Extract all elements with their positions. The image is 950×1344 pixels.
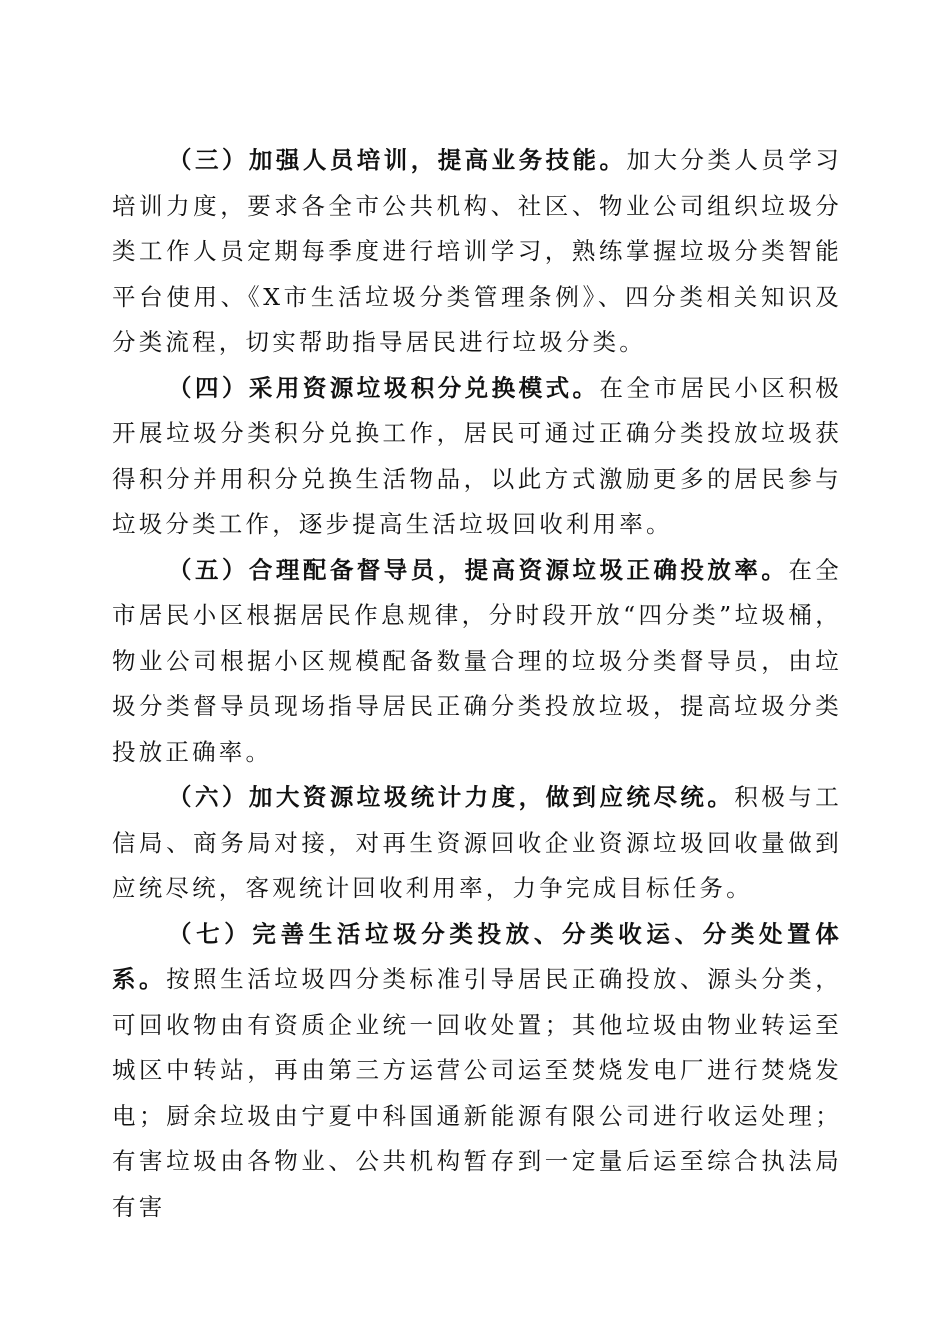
paragraph-text: 按照生活垃圾四分类标准引导居民正确投放、源头分类，可回收物由有资质企业统一回收处置；其他垃圾由物业转运至城区中转站，再由第三方运营公司运至焚烧发电厂进行焚烧发电；厨余垃圾由宁夏中科国通新能源有限公司进行收运处理；有害垃圾由各物业、公共机构暂存到一定量后运至综合执法局有害 xyxy=(112,965,843,1221)
paragraph-heading: （六）加大资源垃圾统计力度，做到应统尽统。 xyxy=(168,783,735,811)
paragraph-6 xyxy=(112,775,842,912)
paragraph-text: 在全市居民小区根据居民作息规律，分时段开放“四分类”垃圾桶，物业公司根据小区规模配备数量合理的垃圾分类督导员，由垃圾分类督导员现场指导居民正确分类投放垃圾，提高垃圾分类投放正确率。 xyxy=(112,555,842,766)
paragraph-3 xyxy=(112,138,842,366)
paragraph-heading: （三）加强人员培训，提高业务技能。 xyxy=(168,146,627,174)
paragraph-heading: （五）合理配备督导员，提高资源垃圾正确投放率。 xyxy=(168,555,789,584)
paragraph-4 xyxy=(112,366,842,548)
paragraph-text: 在全市居民小区积极开展垃圾分类积分兑换工作，居民可通过正确分类投放垃圾获得积分并用积分兑换生活物品，以此方式激励更多的居民参与垃圾分类工作，逐步提高生活垃圾回收利用率。 xyxy=(112,373,842,538)
paragraph-5 xyxy=(112,548,842,776)
paragraph-heading: （四）采用资源垃圾积分兑换模式。 xyxy=(168,373,600,402)
document-body xyxy=(112,138,842,1230)
paragraph-text: 加大分类人员学习培训力度，要求各全市公共机构、社区、物业公司组织垃圾分类工作人员定期每季度进行培训学习，熟练掌握垃圾分类智能平台使用、《X市生活垃圾分类管理条例》、四分类相关知识及分类流程，切实帮助指导居民进行垃圾分类。 xyxy=(112,146,842,356)
paragraph-7 xyxy=(112,912,842,1231)
paragraph-heading: （七）完善生活垃圾分类投放、分类收运、分类处置体系。 xyxy=(112,919,842,993)
paragraph-text: 积极与工信局、商务局对接，对再生资源回收企业资源垃圾回收量做到应统尽统，客观统计回收利用率，力争完成目标任务。 xyxy=(112,783,842,902)
